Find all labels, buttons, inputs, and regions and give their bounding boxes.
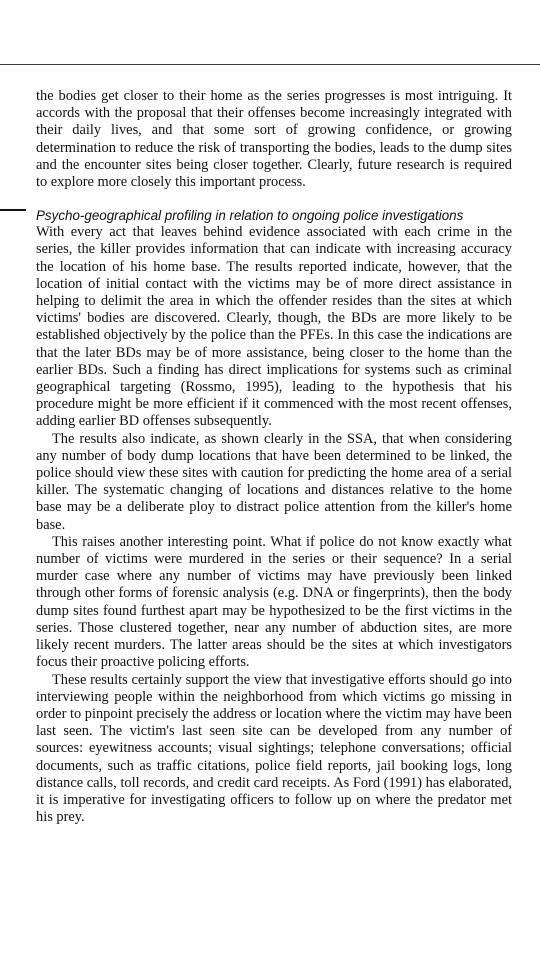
paragraph-investigative-efforts: These results certainly support the view that investigative efforts should go into interviewing people within the neighborhood from which victims go missing in order to pinpoint precisely the address or location where the victim may have been last seen. The victim's last seen site can be developed from any number of sources: eyewitness accounts; visual sightings; telephone conversations; official documents, such as traffic citations, police field reports, jail booking logs, long distance calls, toll records, and credit card receipts. As Ford (1991) has elaborated, it is imperative for investigating officers to follow up on where the predator met his prey.	[36, 671, 512, 826]
section-heading: Psycho-geographical profiling in relation to ongoing police investigations	[36, 208, 464, 224]
paragraph-continued: the bodies get closer to their home as the series progresses is most intriguing. It accords with the proposal that their offenses become increasingly integrated with their daily lives, and that some sort of growing confidence, or growing determination to reduce the risk of transporting the bodies, leads to the dump sites and the encounter sites being closer together. Clearly, future research is required to explore more closely this important process.	[36, 88, 512, 191]
section-margin-mark	[0, 209, 26, 211]
page-body	[36, 88, 512, 826]
paragraph-ssa-results: The results also indicate, as shown clearly in the SSA, that when considering any number of body dump locations that have been determined to be linked, the police should view these sites with caution for predicting the home area of a serial killer. The systematic changing of locations and distances relative to the home base may be a deliberate ploy to distract police attention from the killer's home base.	[36, 430, 512, 533]
header-rule	[0, 64, 540, 65]
paragraph-victim-sequence: This raises another interesting point. What if police do not know exactly what number of victims were murdered in the series or their sequence? In a serial murder case where any number of victims may have previously been linked through other forms of forensic analysis (e.g. DNA or fingerprints), then the body dump sites found furthest apart may be hypothesized to be the first victims in the series. Those clustered together, near any number of abduction sites, are more likely recent murders. The latter areas should be the sites at which investigators focus their proactive policing efforts.	[36, 533, 512, 671]
paragraph-evidence-home-base: With every act that leaves behind evidence associated with each crime in the series, the killer provides information that can indicate with increasing accuracy the location of his home base. The results reported indicate, however, that the location of initial contact with the victims may be of more direct assistance in helping to delimit the area in which the offender resides than the sites at which victims' bodies are discovered. Clearly, though, the BDs are more likely to be established objectively by the police than the PFEs. In this case the indications are that the later BDs may be of more assistance, being closer to the home than the earlier BDs. Such a finding has direct implications for systems such as criminal geographical targeting (Rossmo, 1995), leading to the hypothesis that his procedure might be more efficient if it commenced with the most recent offenses, adding earlier BD offenses subsequently.	[36, 224, 512, 430]
